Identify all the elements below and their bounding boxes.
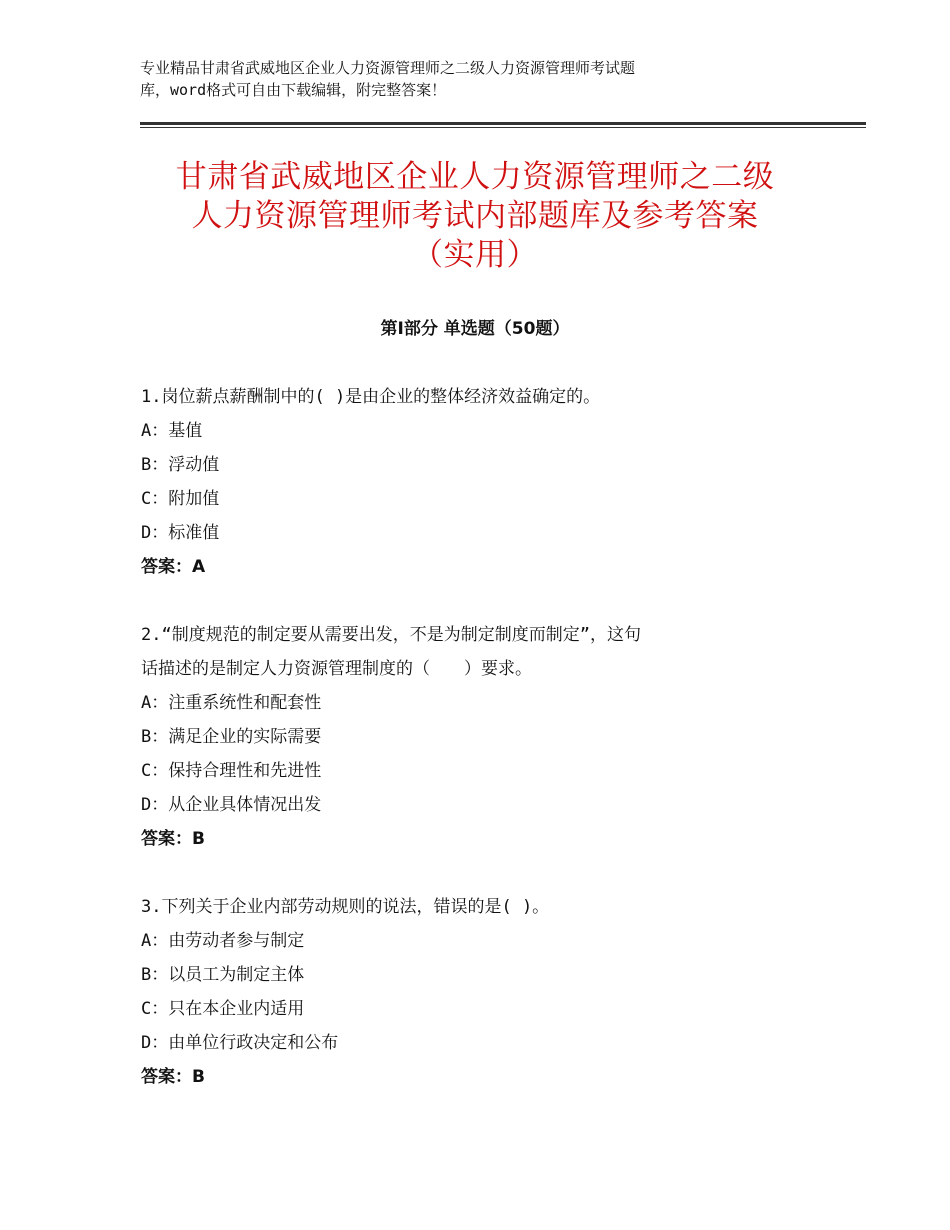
option-b: B：以员工为制定主体 bbox=[141, 965, 305, 985]
question-1 bbox=[141, 380, 821, 584]
answer-label: 答案：A bbox=[141, 557, 206, 577]
header-note bbox=[140, 57, 780, 101]
option-c: C：附加值 bbox=[141, 489, 220, 509]
question-2 bbox=[141, 618, 821, 856]
answer-label: 答案：B bbox=[141, 829, 205, 849]
option-a: A：基值 bbox=[141, 421, 203, 441]
question-stem: 3.下列关于企业内部劳动规则的说法，错误的是( )。 bbox=[141, 897, 550, 917]
section-title: 第Ⅰ部分 单选题（50题） bbox=[380, 319, 570, 339]
document-title-line-3: （实用） bbox=[412, 237, 538, 273]
header-note-line-1: 专业精品甘肃省武威地区企业人力资源管理师之二级人力资源管理师考试题 bbox=[140, 59, 636, 77]
option-a: A：由劳动者参与制定 bbox=[141, 931, 305, 951]
question-stem-line-1: 2.“制度规范的制定要从需要出发，不是为制定制度而制定”，这句 bbox=[141, 625, 641, 645]
option-c: C：保持合理性和先进性 bbox=[141, 761, 322, 781]
option-d: D：从企业具体情况出发 bbox=[141, 795, 322, 815]
header-divider-thick bbox=[140, 122, 866, 125]
option-d: D：由单位行政决定和公布 bbox=[141, 1033, 339, 1053]
document-title-line-2: 人力资源管理师考试内部题库及参考答案 bbox=[191, 198, 759, 234]
option-b: B：浮动值 bbox=[141, 455, 220, 475]
document-title-line-1: 甘肃省武威地区企业人力资源管理师之二级 bbox=[175, 159, 775, 195]
option-d: D：标准值 bbox=[141, 523, 220, 543]
header-note-line-2: 库，word格式可自由下载编辑，附完整答案！ bbox=[140, 81, 447, 99]
option-a: A：注重系统性和配套性 bbox=[141, 693, 322, 713]
question-3 bbox=[141, 890, 821, 1094]
answer-label: 答案：B bbox=[141, 1067, 205, 1087]
header-divider-thin bbox=[140, 127, 866, 128]
question-stem: 1.岗位薪点薪酬制中的( )是由企业的整体经济效益确定的。 bbox=[141, 387, 601, 407]
option-c: C：只在本企业内适用 bbox=[141, 999, 305, 1019]
document-title bbox=[120, 158, 830, 275]
question-stem-line-2: 话描述的是制定人力资源管理制度的（ ）要求。 bbox=[141, 659, 532, 679]
option-b: B：满足企业的实际需要 bbox=[141, 727, 322, 747]
